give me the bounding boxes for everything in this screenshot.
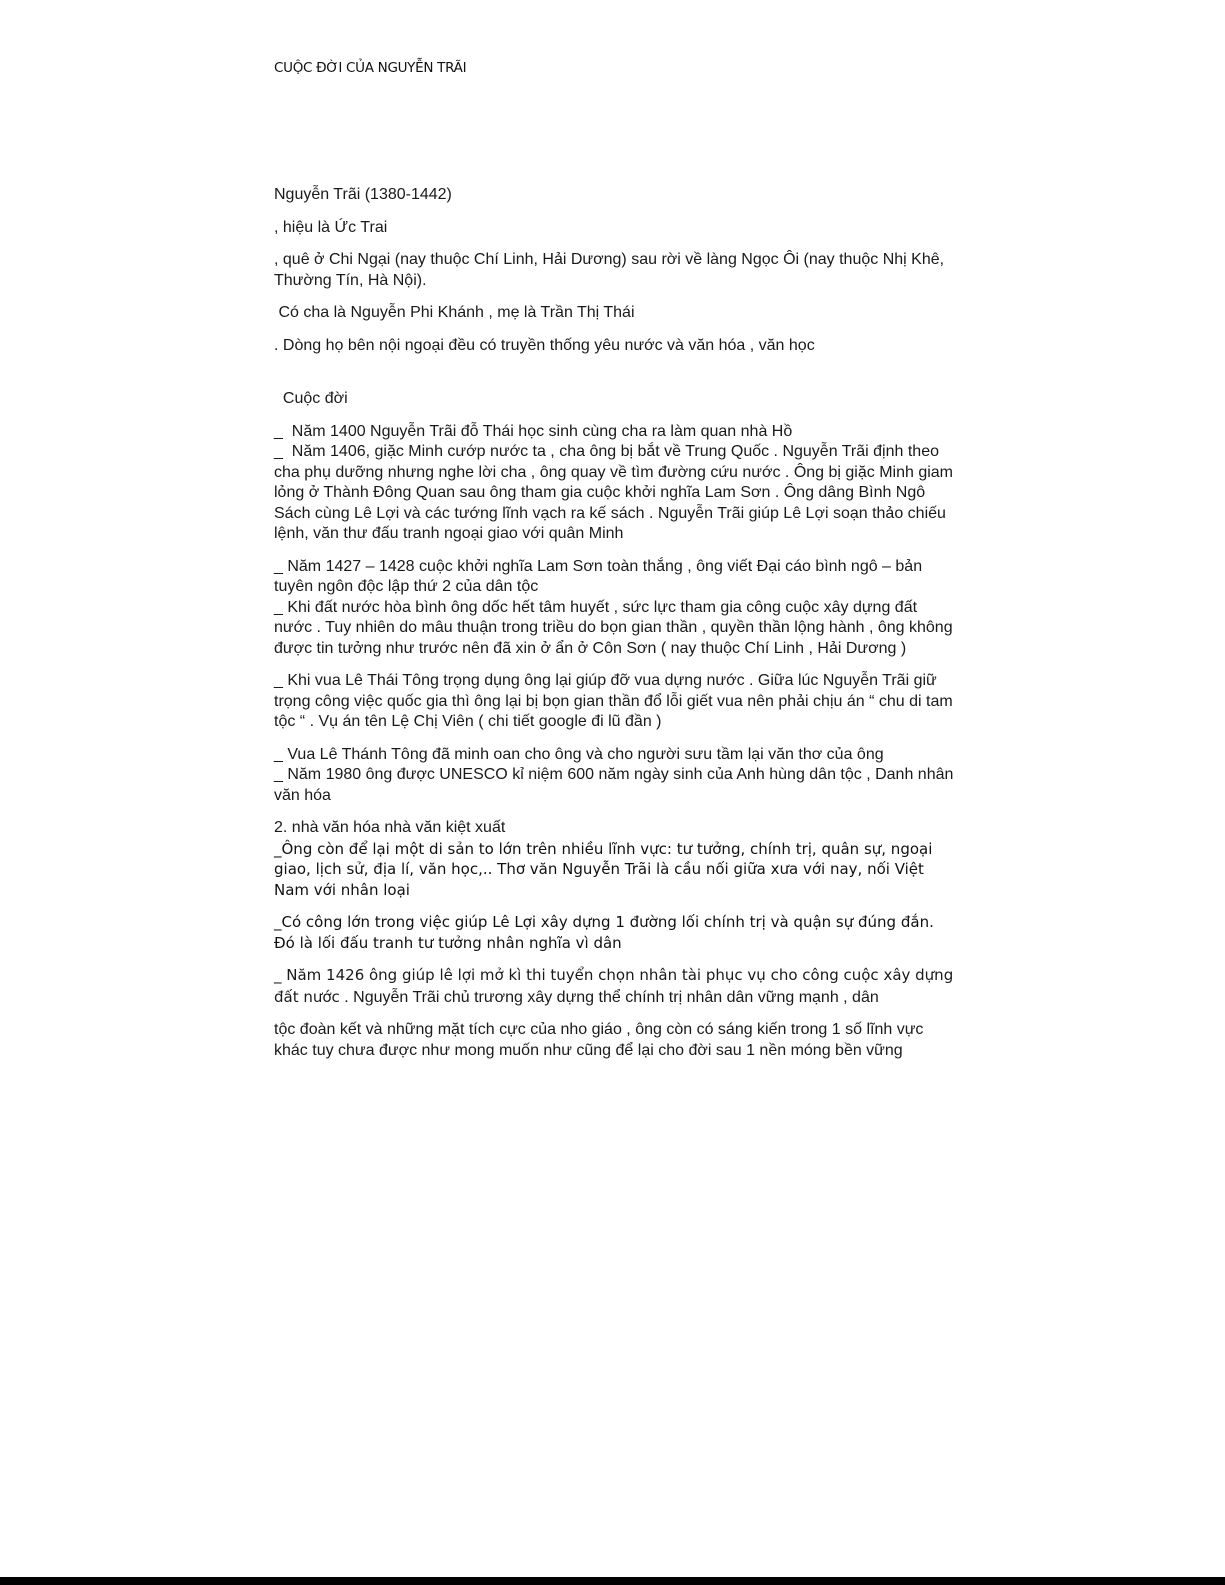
paragraph-unity: tộc đoàn kết và những mặt tích cực của nho giáo , ông còn có sáng kiến trong 1 số lĩnh vực khác tuy chưa được như mong muốn như cũng để lại cho đời sau 1 nền móng bền vững (274, 1021, 928, 1059)
page-bottom-rule (0, 1577, 1225, 1585)
paragraph-1427: _ Năm 1427 – 1428 cuộc khởi nghĩa Lam Sơn toàn thắng , ông viết Đại cáo bình ngô – bản tuyên ngôn độc lập thứ 2 của dân tộc (274, 557, 927, 595)
paragraph-le-thanh-tong: _ Vua Lê Thánh Tông đã minh oan cho ông và cho người sưu tầm lại văn thơ của ông (274, 745, 884, 763)
paragraph-parents: Có cha là Nguyễn Phi Khánh , mẹ là Trần Thị Thái (274, 304, 635, 321)
paragraph-1400: _ Năm 1400 Nguyễn Trãi đỗ Thái học sinh cùng cha ra làm quan nhà Hồ (274, 422, 793, 440)
paragraph-le-thai-tong: _ Khi vua Lê Thái Tông trọng dụng ông lại giúp đỡ vua dựng nước . Giữa lúc Nguyễn Trãi giữ trọng công việc quốc gia thì ông lại bị bọn gian thần đổ lỗi giết vua nên phải chịu án “ chu di tam tộc “ . Vụ án tên Lệ Chị Viên ( chi tiết google đi lũ đần ) (274, 672, 958, 730)
paragraph-1426-part-a: _ Năm 1426 ông giúp lê lợi mở kì thi tuyển chọn nhân tài phục vụ cho công cuộc xây dựng đất nước (274, 966, 958, 1006)
paragraph-unesco: _ Năm 1980 ông được UNESCO kỉ niệm 600 năm ngày sinh của Anh hùng dân tộc , Danh nhân văn hóa (274, 766, 958, 804)
paragraph-hometown: , quê ở Chi Ngại (nay thuộc Chí Linh, Hải Dương) sau rời về làng Ngọc Ôi (nay thuộc Nhị Khê, Thường Tín, Hà Nội). (274, 251, 949, 289)
paragraph-peace: _ Khi đất nước hòa bình ông dốc hết tâm huyết , sức lực tham gia công cuộc xây dựng đất nước . Tuy nhiên do mâu thuận trong triều do bọn gian thần , quyền thần lộng hành , ông không được tin tưởng như trước nên đã xin ở ẩn ở Côn Sơn ( nay thuộc Chí Linh , Hải Dương ) (274, 598, 958, 657)
paragraph-politics: _Có công lớn trong việc giúp Lê Lợi xây dựng 1 đường lối chính trị và quận sự đúng đắn. Đó là lối đấu tranh tư tưởng nhân nghĩa vì dân (274, 913, 939, 952)
paragraph-family: . Dòng họ bên nội ngoại đều có truyền thống yêu nước và văn hóa , văn học (274, 336, 815, 354)
paragraph-pen-name: , hiệu là Ức Trai (274, 218, 388, 236)
paragraph-name-years: Nguyễn Trãi (1380-1442) (274, 186, 452, 203)
paragraph-1406: _ Năm 1406, giặc Minh cướp nước ta , cha ông bị bắt về Trung Quốc . Nguyễn Trãi định theo cha phụ dưỡng nhưng nghe lời cha , ông quay về tìm đường cứu nước . Ông bị giặc Minh giam lỏng ở Thành Đông Quan sau ông tham gia cuộc khởi nghĩa Lam Sơn . Ông dâng Bình Ngô Sách cùng Lê Lợi và các tướng lĩnh vạch ra kế sách . Nguyễn Trãi giúp Lê Lợi soạn thảo chiếu lệnh, văn thư đấu tranh ngoại giao với quân Minh (274, 443, 958, 542)
document-body (274, 185, 958, 1061)
paragraph-legacy: _Ông còn để lại một di sản to lớn trên nhiều lĩnh vực: tư tưởng, chính trị, quân sự, ngoại giao, lịch sử, địa lí, văn học,.. Thơ văn Nguyễn Trãi là cầu nối giữa xưa với nay, nối Việt Nam với nhân loại (274, 839, 938, 899)
section-heading-life: Cuộc đời (274, 390, 348, 407)
header-title: CUỘC ĐỜI CỦA NGUYỄN TRÃI (274, 60, 467, 76)
paragraph-1426 (274, 965, 958, 1008)
section-heading-culture: 2. nhà văn hóa nhà văn kiệt xuất (274, 819, 506, 836)
paragraph-1426-part-b: . Nguyễn Trãi chủ trương xây dựng thể chính trị nhân dân vững mạnh , dân (339, 988, 879, 1006)
